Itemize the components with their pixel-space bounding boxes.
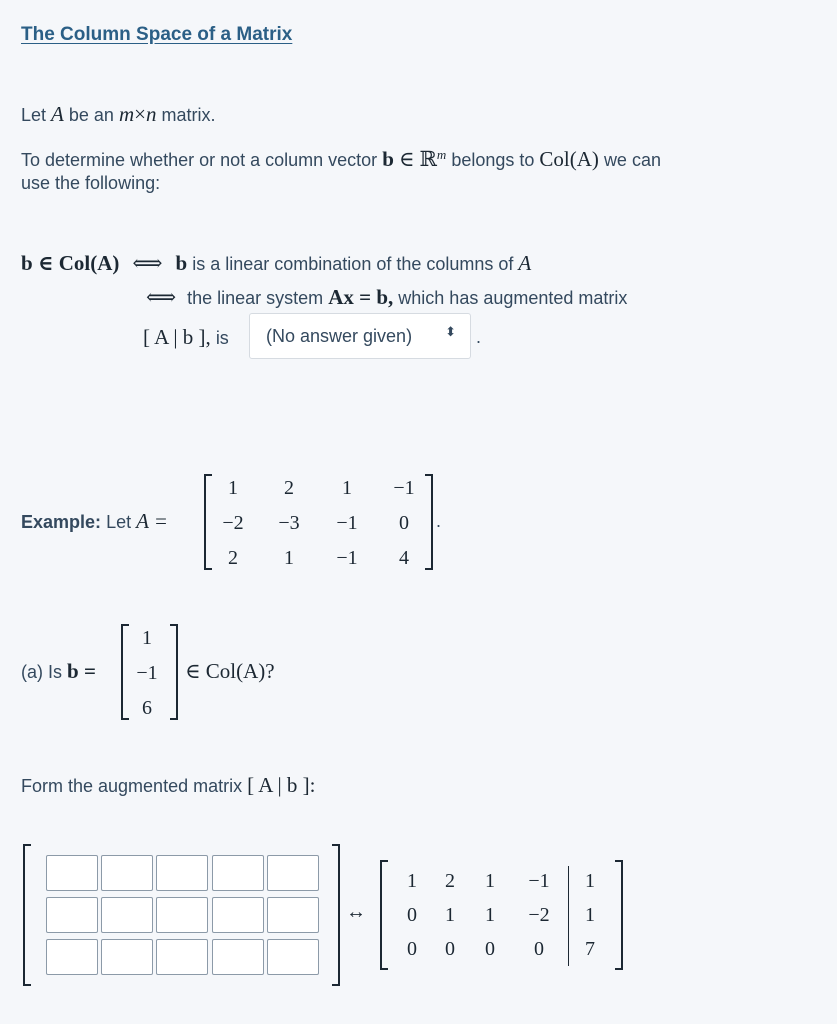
part-a-label-line	[21, 657, 96, 687]
equiv-line-2	[146, 283, 627, 313]
matrix-cell: 1	[342, 477, 352, 499]
reduced-cell: 0	[445, 938, 455, 960]
math-colA: Col(A)	[539, 147, 599, 171]
reduced-cell: 0	[407, 904, 417, 926]
form-line	[21, 771, 315, 801]
math-augmented-A-b: [ A | b ],	[143, 325, 211, 349]
answer-dropdown[interactable]	[249, 313, 471, 359]
matrix-bracket-right	[425, 474, 433, 570]
math-b-eq: b =	[67, 659, 96, 683]
matrix-entry-input[interactable]	[212, 897, 264, 933]
matrix-entry-input[interactable]	[156, 855, 208, 891]
input-bracket-right	[332, 844, 340, 986]
equiv-line-1	[21, 249, 531, 279]
reduced-cell: 1	[407, 870, 417, 892]
matrix-entry-input[interactable]	[212, 939, 264, 975]
matrix-entry-input[interactable]	[156, 897, 208, 933]
equiv-lhs: b ∈ Col(A)	[21, 251, 120, 275]
reduced-cell: 2	[445, 870, 455, 892]
matrix-entry-input[interactable]	[267, 855, 319, 891]
math-m: m	[118, 102, 135, 126]
intro-line-3: use the following:	[21, 173, 161, 193]
matrix-entry-input[interactable]	[46, 939, 98, 975]
matrix-entry-input[interactable]	[267, 939, 319, 975]
page-title[interactable]: The Column Space of a Matrix	[21, 24, 293, 45]
math-in: ∈	[398, 147, 415, 171]
intro-determine-text: To determine whether or not a column vector	[21, 150, 378, 170]
matrix-entry-input[interactable]	[267, 897, 319, 933]
matrix-cell: 2	[228, 547, 238, 569]
example-label: Example:	[21, 512, 102, 532]
vector-cell: 6	[142, 697, 152, 719]
matrix-entry-input[interactable]	[212, 855, 264, 891]
matrix-entry-input[interactable]	[101, 939, 153, 975]
reduced-bracket-left	[380, 860, 388, 970]
vector-bracket-right	[170, 624, 178, 720]
reduced-bracket-right	[615, 860, 623, 970]
equiv-is-text: is	[215, 328, 229, 348]
matrix-cell: 1	[284, 547, 294, 569]
equiv-line-1-text: is a linear combination of the columns of	[192, 254, 514, 274]
matrix-cell: 0	[399, 512, 409, 534]
matrix-cell: 4	[399, 547, 409, 569]
row-equivalent-arrow-icon: ↔	[346, 901, 366, 923]
math-times: ×	[134, 102, 146, 126]
matrix-entry-input[interactable]	[46, 855, 98, 891]
math-sup-m: m	[436, 147, 447, 162]
matrix-entry-input[interactable]	[101, 897, 153, 933]
form-text: Form the augmented matrix	[21, 776, 243, 796]
reduced-cell: 1	[445, 904, 455, 926]
reduced-cell: 0	[407, 938, 417, 960]
reduced-cell: 0	[485, 938, 495, 960]
math-b: b	[175, 251, 188, 275]
intro-line-1	[21, 100, 215, 130]
matrix-cell: −1	[336, 512, 358, 534]
math-n: n	[145, 102, 157, 126]
iff-arrow-icon: ⟺	[132, 251, 163, 275]
iff-arrow-icon: ⟺	[146, 285, 177, 309]
matrix-cell: −1	[336, 547, 358, 569]
math-A-eq: A =	[136, 509, 168, 533]
math-Ax-eq-b: Ax = b,	[328, 285, 394, 309]
vector-cell: 1	[142, 627, 152, 649]
matrix-entry-input[interactable]	[156, 939, 208, 975]
math-augmented-label: [ A | b ]:	[247, 773, 316, 797]
equiv-line-3	[143, 323, 229, 353]
matrix-cell: −1	[393, 477, 415, 499]
equiv-period: .	[476, 327, 482, 347]
math-A: A	[51, 102, 64, 126]
matrix-entry-input[interactable]	[101, 855, 153, 891]
intro-we-can-text: we can	[603, 150, 661, 170]
intro-be-an-text: be an	[68, 105, 114, 125]
reduced-cell: −1	[528, 870, 550, 892]
matrix-entry-input[interactable]	[46, 897, 98, 933]
vector-cell: −1	[136, 662, 158, 684]
example-let: Let	[106, 512, 132, 532]
reduced-cell: −2	[528, 904, 550, 926]
intro-belongs-text: belongs to	[451, 150, 535, 170]
matrix-cell: 2	[284, 477, 294, 499]
math-R: ℝ	[419, 147, 437, 171]
example-label-line	[21, 507, 168, 537]
augment-divider	[568, 866, 569, 966]
reduced-cell: 1	[485, 870, 495, 892]
math-b: b	[382, 147, 394, 171]
reduced-cell: 1	[585, 870, 595, 892]
input-bracket-left	[23, 844, 31, 986]
part-a-label: (a) Is	[21, 662, 63, 682]
reduced-cell: 1	[485, 904, 495, 926]
equiv-line-2-text: the linear system	[187, 288, 324, 308]
dropdown-arrow-icon: ⬍	[445, 324, 456, 339]
example-period: .	[436, 511, 442, 531]
intro-matrix-text: matrix.	[161, 105, 216, 125]
math-A: A	[518, 251, 532, 275]
matrix-cell: 1	[228, 477, 238, 499]
matrix-cell: −2	[222, 512, 244, 534]
equiv-line-2-suffix: which has augmented matrix	[398, 288, 628, 308]
reduced-cell: 7	[585, 938, 595, 960]
part-a-suffix: ∈ Col(A)?	[185, 659, 275, 683]
matrix-bracket-left	[204, 474, 212, 570]
reduced-cell: 1	[585, 904, 595, 926]
matrix-cell: −3	[278, 512, 300, 534]
reduced-cell: 0	[534, 938, 544, 960]
intro-let-text: Let	[21, 105, 47, 125]
dropdown-value: (No answer given)	[266, 326, 413, 346]
